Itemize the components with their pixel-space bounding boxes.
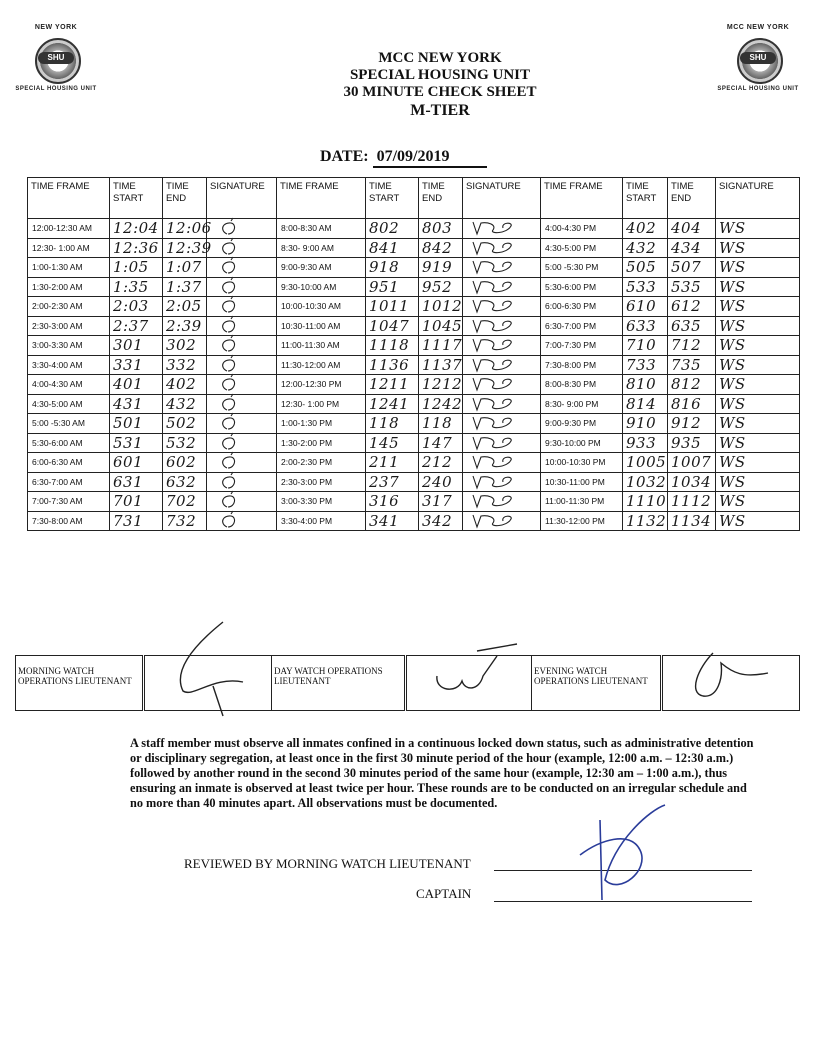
initials-scribble xyxy=(467,298,521,314)
time-start-cell[interactable]: 533 xyxy=(623,277,668,297)
time-start-cell[interactable]: 1005 xyxy=(623,453,668,473)
initials-scribble xyxy=(467,415,521,431)
time-end-cell[interactable]: 1212 xyxy=(419,375,463,395)
time-start-cell[interactable]: 1:05 xyxy=(110,258,163,278)
initials-scribble xyxy=(211,259,265,275)
signature-cell[interactable] xyxy=(207,238,277,258)
header-line-2: SPECIAL HOUSING UNIT xyxy=(349,67,531,83)
day-watch-signature[interactable] xyxy=(406,656,532,711)
date-value: 07/09/2019 xyxy=(373,148,487,168)
time-end-cell[interactable]: 812 xyxy=(668,375,716,395)
time-frame-cell: 1:30-2:00 PM xyxy=(277,433,366,453)
initials-scribble xyxy=(467,337,521,353)
time-start-cell[interactable]: 316 xyxy=(366,492,419,512)
time-start-cell[interactable]: 802 xyxy=(366,219,419,239)
evening-watch-label: EVENING WATCH OPERATIONS LIEUTENANT xyxy=(532,656,662,711)
spacer-cell xyxy=(28,531,110,554)
table-row xyxy=(28,355,800,375)
signature-cell[interactable]: WS xyxy=(716,219,800,239)
time-start-cell[interactable]: 1136 xyxy=(366,355,419,375)
initials-scribble xyxy=(467,474,521,490)
time-end-cell[interactable]: 1112 xyxy=(668,492,716,512)
table-row xyxy=(28,492,800,512)
time-start-cell[interactable]: 145 xyxy=(366,433,419,453)
signature-cell[interactable] xyxy=(463,336,541,356)
time-end-cell[interactable]: 935 xyxy=(668,433,716,453)
time-end-cell[interactable]: 632 xyxy=(163,472,207,492)
signature-cell[interactable]: WS xyxy=(716,238,800,258)
time-end-cell[interactable]: 2:05 xyxy=(163,297,207,317)
initials-scribble xyxy=(467,435,521,451)
initials-scribble xyxy=(211,513,265,529)
time-end-cell[interactable]: 816 xyxy=(668,394,716,414)
time-end-cell[interactable]: 842 xyxy=(419,238,463,258)
initials-scribble xyxy=(211,337,265,353)
date-line xyxy=(320,148,487,168)
signature-cell[interactable]: WS xyxy=(716,336,800,356)
time-start-cell[interactable]: 814 xyxy=(623,394,668,414)
time-end-cell[interactable]: 1117 xyxy=(419,336,463,356)
spacer-cell xyxy=(366,531,419,554)
signature-cell[interactable] xyxy=(207,472,277,492)
spacer-cell xyxy=(163,531,207,554)
time-start-cell[interactable]: 431 xyxy=(110,394,163,414)
time-end-cell[interactable]: 12:39 xyxy=(163,238,207,258)
morning-watch-label: MORNING WATCH OPERATIONS LIEUTENANT xyxy=(16,656,144,711)
time-frame-cell: 3:00-3:30 AM xyxy=(28,336,110,356)
time-frame-cell: 6:00-6:30 AM xyxy=(28,453,110,473)
time-frame-cell: 6:30-7:00 AM xyxy=(28,472,110,492)
initials-scribble xyxy=(467,259,521,275)
initials-scribble xyxy=(211,454,265,470)
time-frame-cell: 9:00-9:30 AM xyxy=(277,258,366,278)
signature-cell[interactable]: WS xyxy=(716,258,800,278)
initials-scribble xyxy=(211,415,265,431)
time-end-cell[interactable]: 302 xyxy=(163,336,207,356)
time-end-cell[interactable]: 342 xyxy=(419,511,463,531)
time-end-cell[interactable]: 612 xyxy=(668,297,716,317)
time-start-cell[interactable]: 1011 xyxy=(366,297,419,317)
table-row xyxy=(28,414,800,434)
left-seal xyxy=(8,20,104,100)
time-frame-cell: 7:30-8:00 AM xyxy=(28,511,110,531)
time-frame-cell: 4:00-4:30 AM xyxy=(28,375,110,395)
left-seal-top-text: NEW YORK xyxy=(34,24,78,31)
time-start-cell[interactable]: 701 xyxy=(110,492,163,512)
time-start-cell[interactable]: 710 xyxy=(623,336,668,356)
time-frame-cell: 4:00-4:30 PM xyxy=(541,219,623,239)
time-end-cell[interactable]: 635 xyxy=(668,316,716,336)
table-row xyxy=(28,219,800,239)
column-header: TIME START xyxy=(623,178,668,219)
time-frame-cell: 5:30-6:00 AM xyxy=(28,433,110,453)
left-seal-badge: SHU xyxy=(38,52,74,64)
time-frame-cell: 3:30-4:00 PM xyxy=(277,511,366,531)
time-start-cell[interactable]: 501 xyxy=(110,414,163,434)
spacer-cell xyxy=(623,531,668,554)
time-start-cell[interactable]: 341 xyxy=(366,511,419,531)
time-start-cell[interactable]: 1110 xyxy=(623,492,668,512)
time-start-cell[interactable]: 531 xyxy=(110,433,163,453)
time-end-cell[interactable]: 919 xyxy=(419,258,463,278)
time-end-cell[interactable]: 434 xyxy=(668,238,716,258)
column-header: SIGNATURE xyxy=(716,178,800,219)
signature-cell[interactable]: WS xyxy=(716,355,800,375)
time-frame-cell: 12:00-12:30 PM xyxy=(277,375,366,395)
header-line-1: MCC NEW YORK xyxy=(378,50,502,66)
time-frame-cell: 11:30-12:00 PM xyxy=(541,511,623,531)
time-start-cell[interactable]: 2:03 xyxy=(110,297,163,317)
signature-cell[interactable]: WS xyxy=(716,277,800,297)
signature-cell[interactable] xyxy=(463,277,541,297)
initials-scribble xyxy=(211,396,265,412)
initials-scribble xyxy=(467,454,521,470)
column-header: TIME END xyxy=(163,178,207,219)
watch-table xyxy=(15,655,800,711)
time-end-cell[interactable]: 402 xyxy=(163,375,207,395)
time-frame-cell: 5:00 -5:30 AM xyxy=(28,414,110,434)
time-frame-cell: 4:30-5:00 PM xyxy=(541,238,623,258)
spacer-cell xyxy=(716,531,800,554)
time-frame-cell: 3:30-4:00 AM xyxy=(28,355,110,375)
signature-cell[interactable] xyxy=(207,433,277,453)
time-end-cell[interactable]: 2:39 xyxy=(163,316,207,336)
column-header: SIGNATURE xyxy=(463,178,541,219)
time-end-cell[interactable]: 317 xyxy=(419,492,463,512)
time-frame-cell: 12:30- 1:00 PM xyxy=(277,394,366,414)
time-end-cell[interactable]: 1034 xyxy=(668,472,716,492)
review-lieutenant-label: REVIEWED BY MORNING WATCH LIEUTENANT xyxy=(184,856,471,871)
time-frame-cell: 8:00-8:30 AM xyxy=(277,219,366,239)
column-header: TIME START xyxy=(366,178,419,219)
time-frame-cell: 11:00-11:30 PM xyxy=(541,492,623,512)
time-start-cell[interactable]: 1132 xyxy=(623,511,668,531)
time-start-cell[interactable]: 610 xyxy=(623,297,668,317)
initials-scribble xyxy=(467,318,521,334)
time-start-cell[interactable]: 1118 xyxy=(366,336,419,356)
time-end-cell[interactable]: 212 xyxy=(419,453,463,473)
signature-cell[interactable] xyxy=(463,394,541,414)
time-end-cell[interactable]: 507 xyxy=(668,258,716,278)
time-end-cell[interactable]: 1:07 xyxy=(163,258,207,278)
signature-cell[interactable]: WS xyxy=(716,453,800,473)
evening-watch-signature[interactable] xyxy=(662,656,800,711)
spacer-cell xyxy=(277,531,366,554)
date-label: DATE: xyxy=(320,148,369,165)
table-row xyxy=(28,316,800,336)
table-row xyxy=(28,297,800,317)
signature-cell[interactable] xyxy=(207,453,277,473)
signature-cell[interactable] xyxy=(463,511,541,531)
time-end-cell[interactable]: 1134 xyxy=(668,511,716,531)
time-frame-cell: 10:00-10:30 PM xyxy=(541,453,623,473)
initials-scribble xyxy=(467,357,521,373)
time-frame-cell: 2:30-3:00 PM xyxy=(277,472,366,492)
right-seal xyxy=(710,20,806,100)
header-line-4: M-TIER xyxy=(410,102,470,119)
time-end-cell[interactable]: 735 xyxy=(668,355,716,375)
time-start-cell[interactable]: 933 xyxy=(623,433,668,453)
initials-scribble xyxy=(467,396,521,412)
right-seal-bottom-text: SPECIAL HOUSING UNIT xyxy=(717,86,799,92)
time-start-cell[interactable]: 118 xyxy=(366,414,419,434)
time-start-cell[interactable]: 432 xyxy=(623,238,668,258)
signature-cell[interactable] xyxy=(463,238,541,258)
signature-cell[interactable]: WS xyxy=(716,472,800,492)
time-frame-cell: 10:30-11:00 AM xyxy=(277,316,366,336)
policy-notice: A staff member must observe all inmates confined in a continuous locked down status, such as administrative detention or disciplinary segregation, at least once in the first 30 minute period of the hour (example, 12:00 a.m. – 12:30 a.m.) followed by another round in the second 30 minutes period of the same hour (example, 12:30 am – 1:00 a.m.), thus ensuring an inmate is observed at least twice per hour. These rounds are to be conducted on an irregular schedule and no more than 40 minutes apart. All observations must be documented. xyxy=(130,736,754,810)
signature-cell[interactable] xyxy=(207,336,277,356)
time-end-cell[interactable]: 702 xyxy=(163,492,207,512)
column-header: TIME FRAME xyxy=(277,178,366,219)
signature-cell[interactable] xyxy=(463,316,541,336)
initials-scribble xyxy=(211,298,265,314)
spacer-cell xyxy=(419,531,463,554)
signature-cell[interactable]: WS xyxy=(716,511,800,531)
time-frame-cell: 2:00-2:30 AM xyxy=(28,297,110,317)
time-frame-cell: 7:00-7:30 PM xyxy=(541,336,623,356)
time-frame-cell: 10:30-11:00 PM xyxy=(541,472,623,492)
time-start-cell[interactable]: 1047 xyxy=(366,316,419,336)
signature-cell[interactable] xyxy=(207,414,277,434)
time-start-cell[interactable]: 1032 xyxy=(623,472,668,492)
time-end-cell[interactable]: 1007 xyxy=(668,453,716,473)
signature-cell[interactable]: WS xyxy=(716,316,800,336)
time-end-cell[interactable]: 803 xyxy=(419,219,463,239)
page-header xyxy=(250,50,630,120)
time-end-cell[interactable]: 502 xyxy=(163,414,207,434)
table-row xyxy=(28,433,800,453)
table-row xyxy=(28,375,800,395)
signature-cell[interactable]: WS xyxy=(716,492,800,512)
time-frame-cell: 5:00 -5:30 PM xyxy=(541,258,623,278)
signature-cell[interactable] xyxy=(207,394,277,414)
time-frame-cell: 4:30-5:00 AM xyxy=(28,394,110,414)
time-frame-cell: 2:30-3:00 AM xyxy=(28,316,110,336)
table-row xyxy=(28,394,800,414)
time-start-cell[interactable]: 211 xyxy=(366,453,419,473)
time-frame-cell: 10:00-10:30 AM xyxy=(277,297,366,317)
signature-cell[interactable] xyxy=(463,258,541,278)
initials-scribble xyxy=(467,493,521,509)
time-frame-cell: 6:00-6:30 PM xyxy=(541,297,623,317)
column-header: TIME FRAME xyxy=(541,178,623,219)
signature-cell[interactable] xyxy=(207,219,277,239)
signature-cell[interactable]: WS xyxy=(716,394,800,414)
signature-cell[interactable] xyxy=(463,433,541,453)
time-start-cell[interactable]: 1:35 xyxy=(110,277,163,297)
time-start-cell[interactable]: 12:04 xyxy=(110,219,163,239)
time-end-cell[interactable]: 1:37 xyxy=(163,277,207,297)
table-row xyxy=(28,238,800,258)
time-start-cell[interactable]: 601 xyxy=(110,453,163,473)
time-end-cell[interactable]: 535 xyxy=(668,277,716,297)
signature-cell[interactable] xyxy=(463,492,541,512)
time-start-cell[interactable]: 1211 xyxy=(366,375,419,395)
column-header: TIME FRAME xyxy=(28,178,110,219)
captain-signature-scribble xyxy=(560,800,680,910)
time-end-cell[interactable]: 912 xyxy=(668,414,716,434)
morning-signature-scribble xyxy=(153,616,279,686)
table-row xyxy=(28,472,800,492)
initials-scribble xyxy=(211,318,265,334)
initials-scribble xyxy=(467,240,521,256)
initials-scribble xyxy=(467,279,521,295)
time-end-cell[interactable]: 1242 xyxy=(419,394,463,414)
signature-cell[interactable]: WS xyxy=(716,297,800,317)
time-frame-cell: 11:30-12:00 AM xyxy=(277,355,366,375)
table-row xyxy=(28,511,800,531)
time-frame-cell: 7:00-7:30 AM xyxy=(28,492,110,512)
header-line-3: 30 MINUTE CHECK SHEET xyxy=(343,84,537,100)
spacer-cell xyxy=(207,531,277,554)
signature-cell[interactable] xyxy=(207,355,277,375)
initials-scribble xyxy=(211,357,265,373)
signature-cell[interactable] xyxy=(207,258,277,278)
time-start-cell[interactable]: 237 xyxy=(366,472,419,492)
signature-cell[interactable] xyxy=(463,219,541,239)
table-row xyxy=(28,336,800,356)
time-start-cell[interactable]: 505 xyxy=(623,258,668,278)
time-start-cell[interactable]: 12:36 xyxy=(110,238,163,258)
time-end-cell[interactable]: 532 xyxy=(163,433,207,453)
time-end-cell[interactable]: 1012 xyxy=(419,297,463,317)
initials-scribble xyxy=(467,513,521,529)
signature-cell[interactable] xyxy=(207,297,277,317)
signature-cell[interactable] xyxy=(207,277,277,297)
time-end-cell[interactable]: 404 xyxy=(668,219,716,239)
time-start-cell[interactable]: 1241 xyxy=(366,394,419,414)
time-end-cell[interactable]: 332 xyxy=(163,355,207,375)
signature-cell[interactable] xyxy=(463,453,541,473)
time-start-cell[interactable]: 402 xyxy=(623,219,668,239)
time-start-cell[interactable]: 733 xyxy=(623,355,668,375)
time-start-cell[interactable]: 631 xyxy=(110,472,163,492)
time-frame-cell: 5:30-6:00 PM xyxy=(541,277,623,297)
initials-scribble xyxy=(211,279,265,295)
signature-cell[interactable] xyxy=(463,355,541,375)
column-header: TIME END xyxy=(668,178,716,219)
day-watch-label: DAY WATCH OPERATIONS LIEUTENANT xyxy=(272,656,406,711)
signature-cell[interactable] xyxy=(463,375,541,395)
time-start-cell[interactable]: 910 xyxy=(623,414,668,434)
initials-scribble xyxy=(211,435,265,451)
signature-cell[interactable]: WS xyxy=(716,433,800,453)
time-end-cell[interactable]: 952 xyxy=(419,277,463,297)
time-start-cell[interactable]: 918 xyxy=(366,258,419,278)
table-header-row xyxy=(28,178,800,219)
time-frame-cell: 1:30-2:00 AM xyxy=(28,277,110,297)
column-header: SIGNATURE xyxy=(207,178,277,219)
time-start-cell[interactable]: 810 xyxy=(623,375,668,395)
time-start-cell[interactable]: 331 xyxy=(110,355,163,375)
table-bottom-spacer xyxy=(28,531,800,554)
spacer-cell xyxy=(110,531,163,554)
signature-cell[interactable] xyxy=(207,316,277,336)
review-captain-label: CAPTAIN xyxy=(416,886,472,901)
initials-scribble xyxy=(211,240,265,256)
time-frame-cell: 1:00-1:30 PM xyxy=(277,414,366,434)
time-end-cell[interactable]: 432 xyxy=(163,394,207,414)
time-frame-cell: 8:30- 9:00 PM xyxy=(541,394,623,414)
time-start-cell[interactable]: 301 xyxy=(110,336,163,356)
time-start-cell[interactable]: 401 xyxy=(110,375,163,395)
evening-signature-scribble xyxy=(673,648,803,708)
table-row xyxy=(28,453,800,473)
column-header: TIME END xyxy=(419,178,463,219)
right-seal-top-text: MCC NEW YORK xyxy=(726,24,790,31)
table-row xyxy=(28,277,800,297)
time-frame-cell: 3:00-3:30 PM xyxy=(277,492,366,512)
time-start-cell[interactable]: 731 xyxy=(110,511,163,531)
spacer-cell xyxy=(668,531,716,554)
spacer-cell xyxy=(541,531,623,554)
time-start-cell[interactable]: 951 xyxy=(366,277,419,297)
check-table xyxy=(27,177,800,553)
time-end-cell[interactable]: 118 xyxy=(419,414,463,434)
signature-cell[interactable] xyxy=(463,472,541,492)
time-end-cell[interactable]: 12:06 xyxy=(163,219,207,239)
time-end-cell[interactable]: 1045 xyxy=(419,316,463,336)
signature-cell[interactable] xyxy=(207,375,277,395)
time-start-cell[interactable]: 841 xyxy=(366,238,419,258)
time-frame-cell: 8:30- 9:00 AM xyxy=(277,238,366,258)
time-end-cell[interactable]: 732 xyxy=(163,511,207,531)
signature-cell[interactable] xyxy=(463,414,541,434)
time-frame-cell: 11:00-11:30 AM xyxy=(277,336,366,356)
signature-cell[interactable] xyxy=(207,511,277,531)
time-end-cell[interactable]: 602 xyxy=(163,453,207,473)
table-row xyxy=(28,258,800,278)
time-frame-cell: 6:30-7:00 PM xyxy=(541,316,623,336)
signature-cell[interactable]: WS xyxy=(716,414,800,434)
spacer-cell xyxy=(463,531,541,554)
right-seal-badge: SHU xyxy=(740,52,776,64)
time-frame-cell: 12:30- 1:00 AM xyxy=(28,238,110,258)
time-frame-cell: 1:00-1:30 AM xyxy=(28,258,110,278)
time-frame-cell: 8:00-8:30 PM xyxy=(541,375,623,395)
initials-scribble xyxy=(211,493,265,509)
column-header: TIME START xyxy=(110,178,163,219)
initials-scribble xyxy=(211,220,265,236)
time-start-cell[interactable]: 633 xyxy=(623,316,668,336)
time-end-cell[interactable]: 240 xyxy=(419,472,463,492)
signature-cell[interactable]: WS xyxy=(716,375,800,395)
signature-cell[interactable] xyxy=(207,492,277,512)
time-frame-cell: 7:30-8:00 PM xyxy=(541,355,623,375)
morning-watch-signature[interactable] xyxy=(144,656,272,711)
time-start-cell[interactable]: 2:37 xyxy=(110,316,163,336)
time-end-cell[interactable]: 712 xyxy=(668,336,716,356)
initials-scribble xyxy=(211,474,265,490)
time-end-cell[interactable]: 147 xyxy=(419,433,463,453)
left-seal-bottom-text: SPECIAL HOUSING UNIT xyxy=(15,86,97,92)
initials-scribble xyxy=(467,376,521,392)
initials-scribble xyxy=(211,376,265,392)
time-frame-cell: 12:00-12:30 AM xyxy=(28,219,110,239)
time-frame-cell: 9:30-10:00 PM xyxy=(541,433,623,453)
time-frame-cell: 9:00-9:30 PM xyxy=(541,414,623,434)
signature-cell[interactable] xyxy=(463,297,541,317)
day-signature-scribble xyxy=(417,636,537,696)
initials-scribble xyxy=(467,220,521,236)
time-frame-cell: 2:00-2:30 PM xyxy=(277,453,366,473)
time-end-cell[interactable]: 1137 xyxy=(419,355,463,375)
time-frame-cell: 9:30-10:00 AM xyxy=(277,277,366,297)
